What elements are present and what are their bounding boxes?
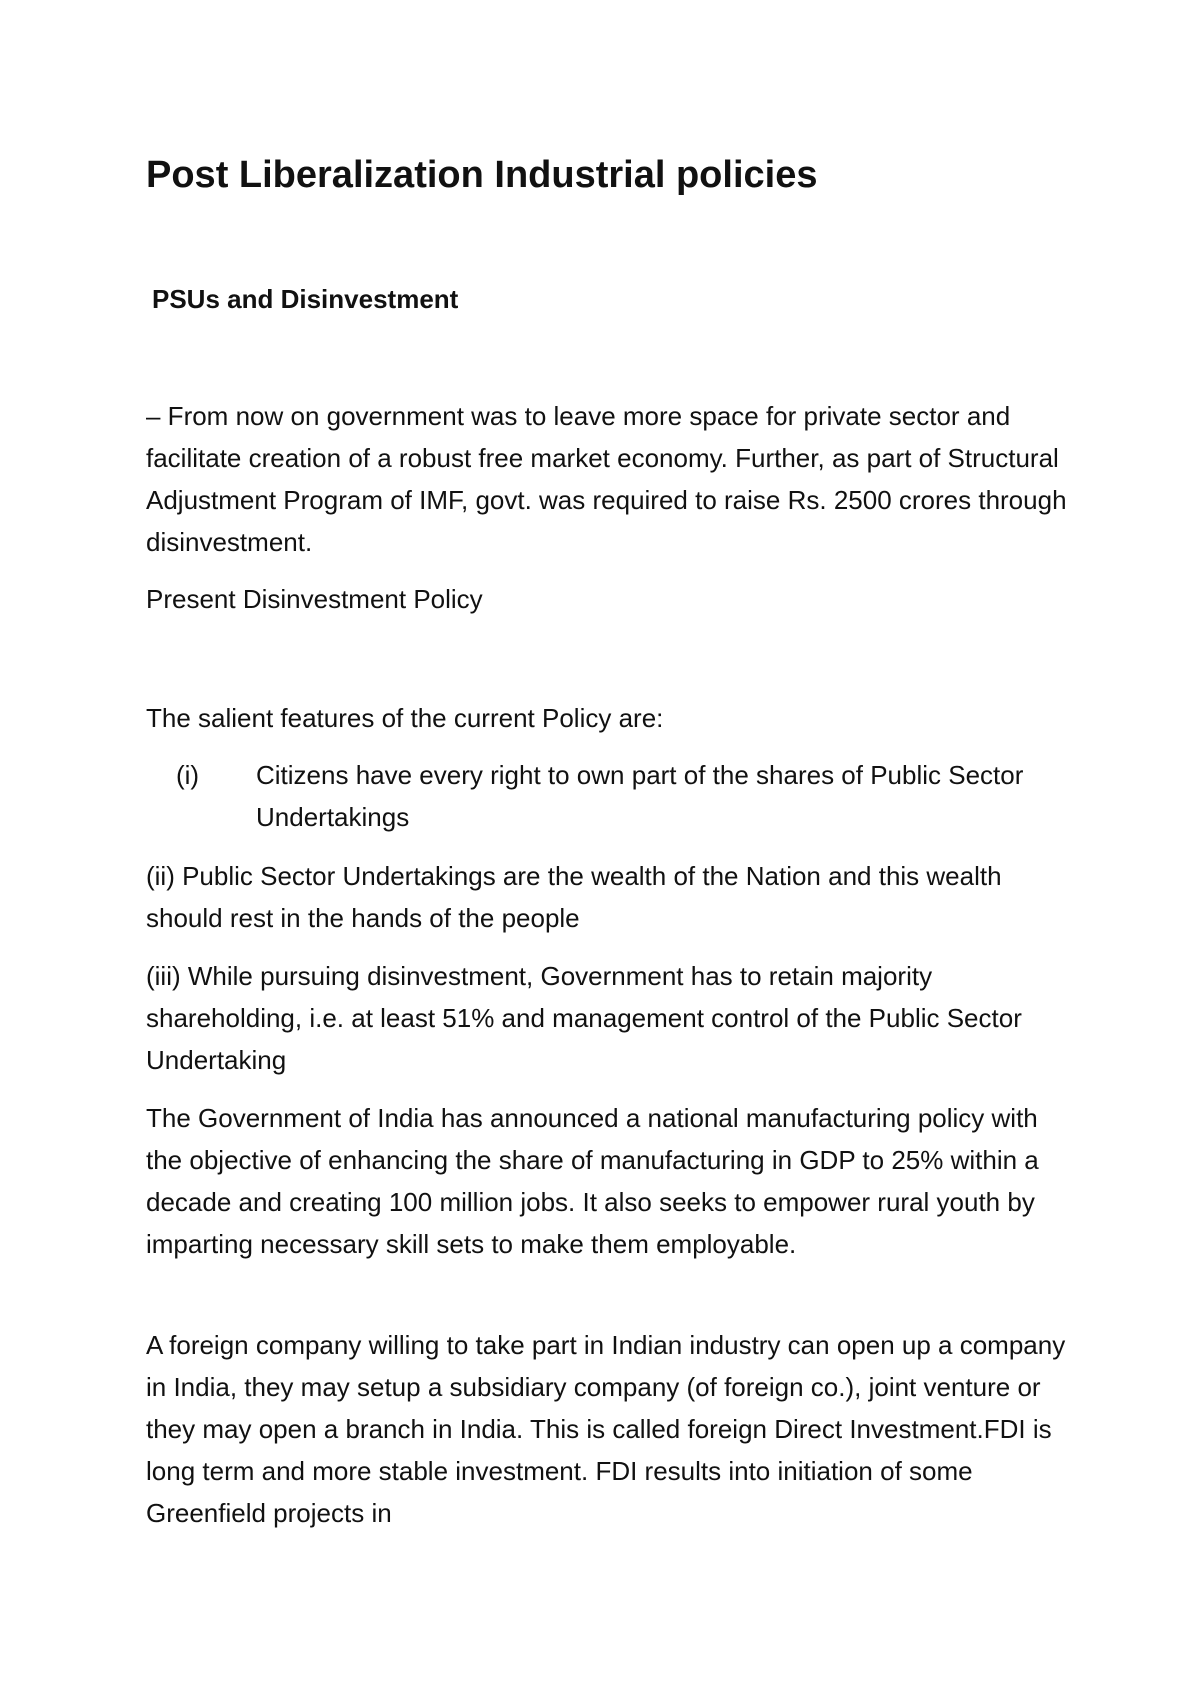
intro-paragraph: – From now on government was to leave more space for private sector and facilitate creation of a robust free market economy. Further, as part of Structural Adjustment Program of IMF, govt. was required to raise Rs. 2500 crores through disinvestment. (146, 401, 1067, 557)
feature-item-2: (ii) Public Sector Undertakings are the wealth of the Nation and this wealth should rest in the hands of the people (146, 861, 1002, 933)
feature-item-1 (146, 754, 1076, 838)
manufacturing-paragraph: The Government of India has announced a national manufacturing policy with the objective of enhancing the share of manufacturing in GDP to 25% within a decade and creating 100 million jobs. It also seeks to empower rural youth by imparting necessary skill sets to make them employable. (146, 1103, 1039, 1259)
page-title: Post Liberalization Industrial policies (146, 154, 818, 196)
feature-item-3: (iii) While pursuing disinvestment, Government has to retain majority shareholding, i.e. at least 51% and management control of the Public Sector Undertaking (146, 961, 1022, 1075)
list-item-text: Citizens have every right to own part of the shares of Public Sector Undertakings (256, 760, 1024, 832)
fdi-paragraph: A foreign company willing to take part in Indian industry can open up a company in India, they may setup a subsidiary company (of foreign co.), joint venture or they may open a branch in India. This is called foreign Direct Investment.FDI is long term and more stable investment. FDI results into initiation of some Greenfield projects in (146, 1330, 1066, 1528)
features-lead-text: The salient features of the current Policy are: (146, 703, 664, 733)
section-heading: PSUs and Disinvestment (152, 284, 459, 314)
subheading-present-policy: Present Disinvestment Policy (146, 584, 483, 614)
list-marker: (i) (176, 760, 200, 790)
